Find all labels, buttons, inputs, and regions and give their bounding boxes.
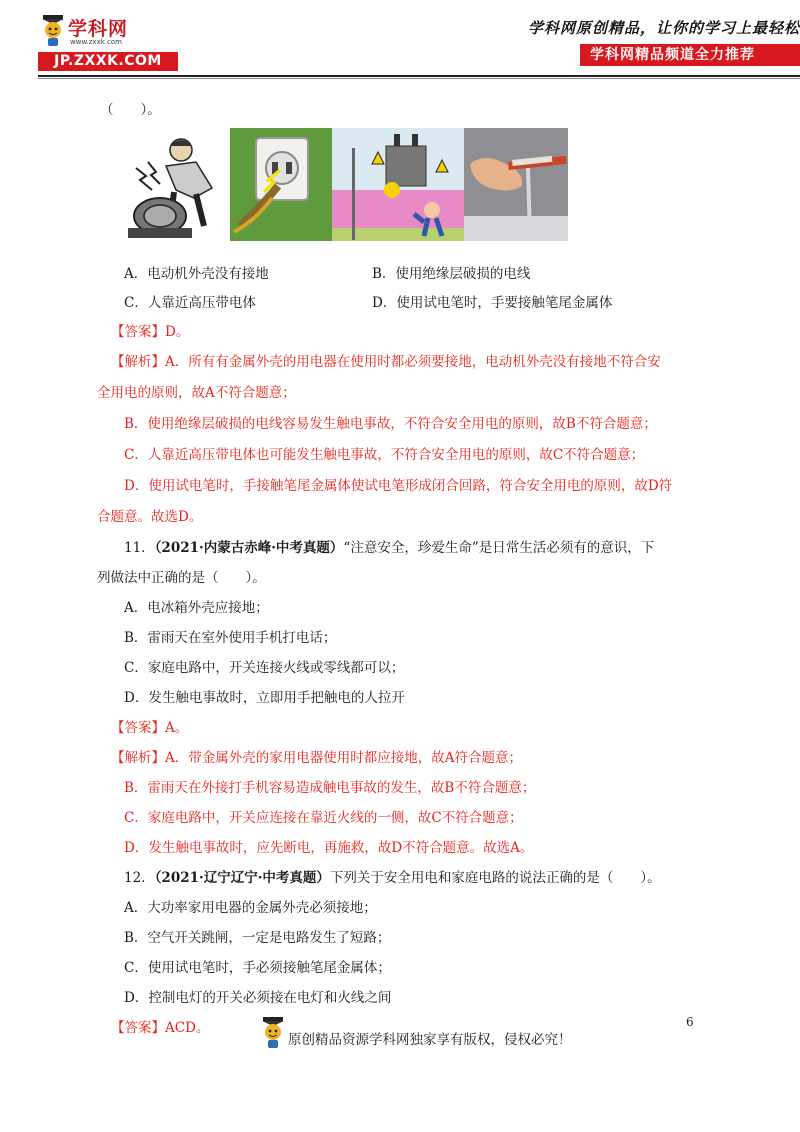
q11-analysis-text-1: A．带金属外壳的家用电器使用时都应接地，故A符合题意； (165, 750, 522, 766)
q12-option-a: A．大功率家用电器的金属外壳必须接地； (124, 900, 377, 916)
q11-option-d: D．发生触电事故时，立即用手把触电的人拉开 (124, 690, 405, 706)
mascot-icon (40, 14, 66, 48)
header-banner: 学科网精品频道全力推荐 (580, 44, 800, 66)
q12-option-b: B．空气开关跳闸，一定是电路发生了短路； (124, 930, 391, 946)
logo-url: www.zxxk.com (70, 38, 122, 46)
q10-analysis-text-1: A．所有有金属外壳的用电器在使用时都必须要接地，电动机外壳没有接地不符合安 (165, 354, 661, 370)
q11-stem-line-1 (124, 536, 654, 556)
q12-answer-label: 【答案】 (111, 1020, 165, 1036)
q12-answer (111, 1016, 209, 1036)
footer-mascot-icon (260, 1016, 286, 1050)
q11-answer-label: 【答案】 (111, 720, 165, 736)
q11-stem-text-1: “注意安全，珍爱生命”是日常生活必须有的意识，下 (343, 540, 655, 556)
motor-shock-picture (126, 128, 230, 241)
q11-answer-value: A。 (165, 720, 189, 736)
header-divider-thin (38, 78, 800, 79)
q10-analysis-line-5: D．使用试电笔时，手接触笔尾金属体使试电笔形成闭合回路，符合安全用电的原则，故D符 (124, 478, 673, 494)
q12-option-c: C．使用试电笔时，手必须接触笔尾金属体； (124, 960, 391, 976)
q10-analysis-line-6: 合题意。故选D。 (97, 509, 203, 525)
q10-option-a: A．电动机外壳没有接地 (124, 266, 269, 282)
header-slogan: 学科网原创精品，让你的学习上最轻松 (527, 19, 800, 37)
q10-analysis-line-4: C．人靠近高压带电体也可能发生触电事故，不符合安全用电的原则，故C不符合题意； (124, 447, 645, 463)
q12-source: （2021·辽宁辽宁·中考真题） (154, 870, 330, 886)
q10-answer-label: 【答案】 (111, 324, 165, 340)
q11-number: 11． (124, 540, 155, 556)
q12-option-d: D．控制电灯的开关必须接在电灯和火线之间 (124, 990, 392, 1006)
q12-answer-value: ACD。 (165, 1020, 210, 1036)
site-badge: JP.ZXXK.COM (38, 52, 178, 71)
q10-analysis-line-1 (111, 350, 661, 370)
test-pen-picture (464, 128, 568, 241)
q11-stem-line-2: 列做法中正确的是（ ）。 (97, 570, 266, 586)
q11-answer (111, 716, 188, 736)
q11-source: （2021·内蒙古赤峰·中考真题） (154, 540, 344, 556)
footer-copyright: 原创精品资源学科网独家享有版权，侵权必究！ (288, 1032, 572, 1048)
q10-option-b: B．使用绝缘层破损的电线 (372, 266, 531, 282)
q11-option-b: B．雷雨天在室外使用手机打电话； (124, 630, 337, 646)
site-logo (38, 12, 183, 72)
q10-analysis-label: 【解析】 (111, 354, 165, 370)
broken-wire-picture (230, 128, 332, 241)
q11-analysis-line-3: C．家庭电路中，开关应连接在靠近火线的一侧，故C不符合题意； (124, 810, 523, 826)
q10-option-c: C．人靠近高压带电体 (124, 295, 256, 311)
q12-stem-text: 下列关于安全用电和家庭电路的说法正确的是（ ）。 (329, 870, 661, 886)
q10-analysis-line-2: 全用电的原则，故A不符合题意； (97, 385, 296, 401)
q11-analysis-line-4: D．发生触电事故时，应先断电，再施救，故D不符合题意。故选A。 (124, 840, 534, 856)
page-number: 6 (686, 1015, 694, 1029)
q12-stem-line-1 (124, 866, 661, 886)
q11-analysis-line-1 (111, 746, 522, 766)
q10-analysis-line-3: B．使用绝缘层破损的电线容易发生触电事故，不符合安全用电的原则，故B不符合题意； (124, 416, 657, 432)
header-divider (38, 75, 800, 77)
q11-analysis-line-2: B．雷雨天在外接打手机容易造成触电事故的发生，故B不符合题意； (124, 780, 536, 796)
q11-analysis-label: 【解析】 (111, 750, 165, 766)
high-voltage-picture (332, 128, 464, 241)
q12-number: 12． (124, 870, 155, 886)
logo-name: 学科网 (68, 18, 129, 40)
q10-answer-value: D。 (165, 324, 190, 340)
q10-stem-tail: （ ）。 (100, 102, 161, 118)
q10-answer (111, 320, 189, 340)
q11-option-c: C．家庭电路中，开关连接火线或零线都可以； (124, 660, 405, 676)
q11-option-a: A．电冰箱外壳应接地； (124, 600, 269, 616)
q10-option-d: D．使用试电笔时，手要接触笔尾金属体 (372, 295, 613, 311)
